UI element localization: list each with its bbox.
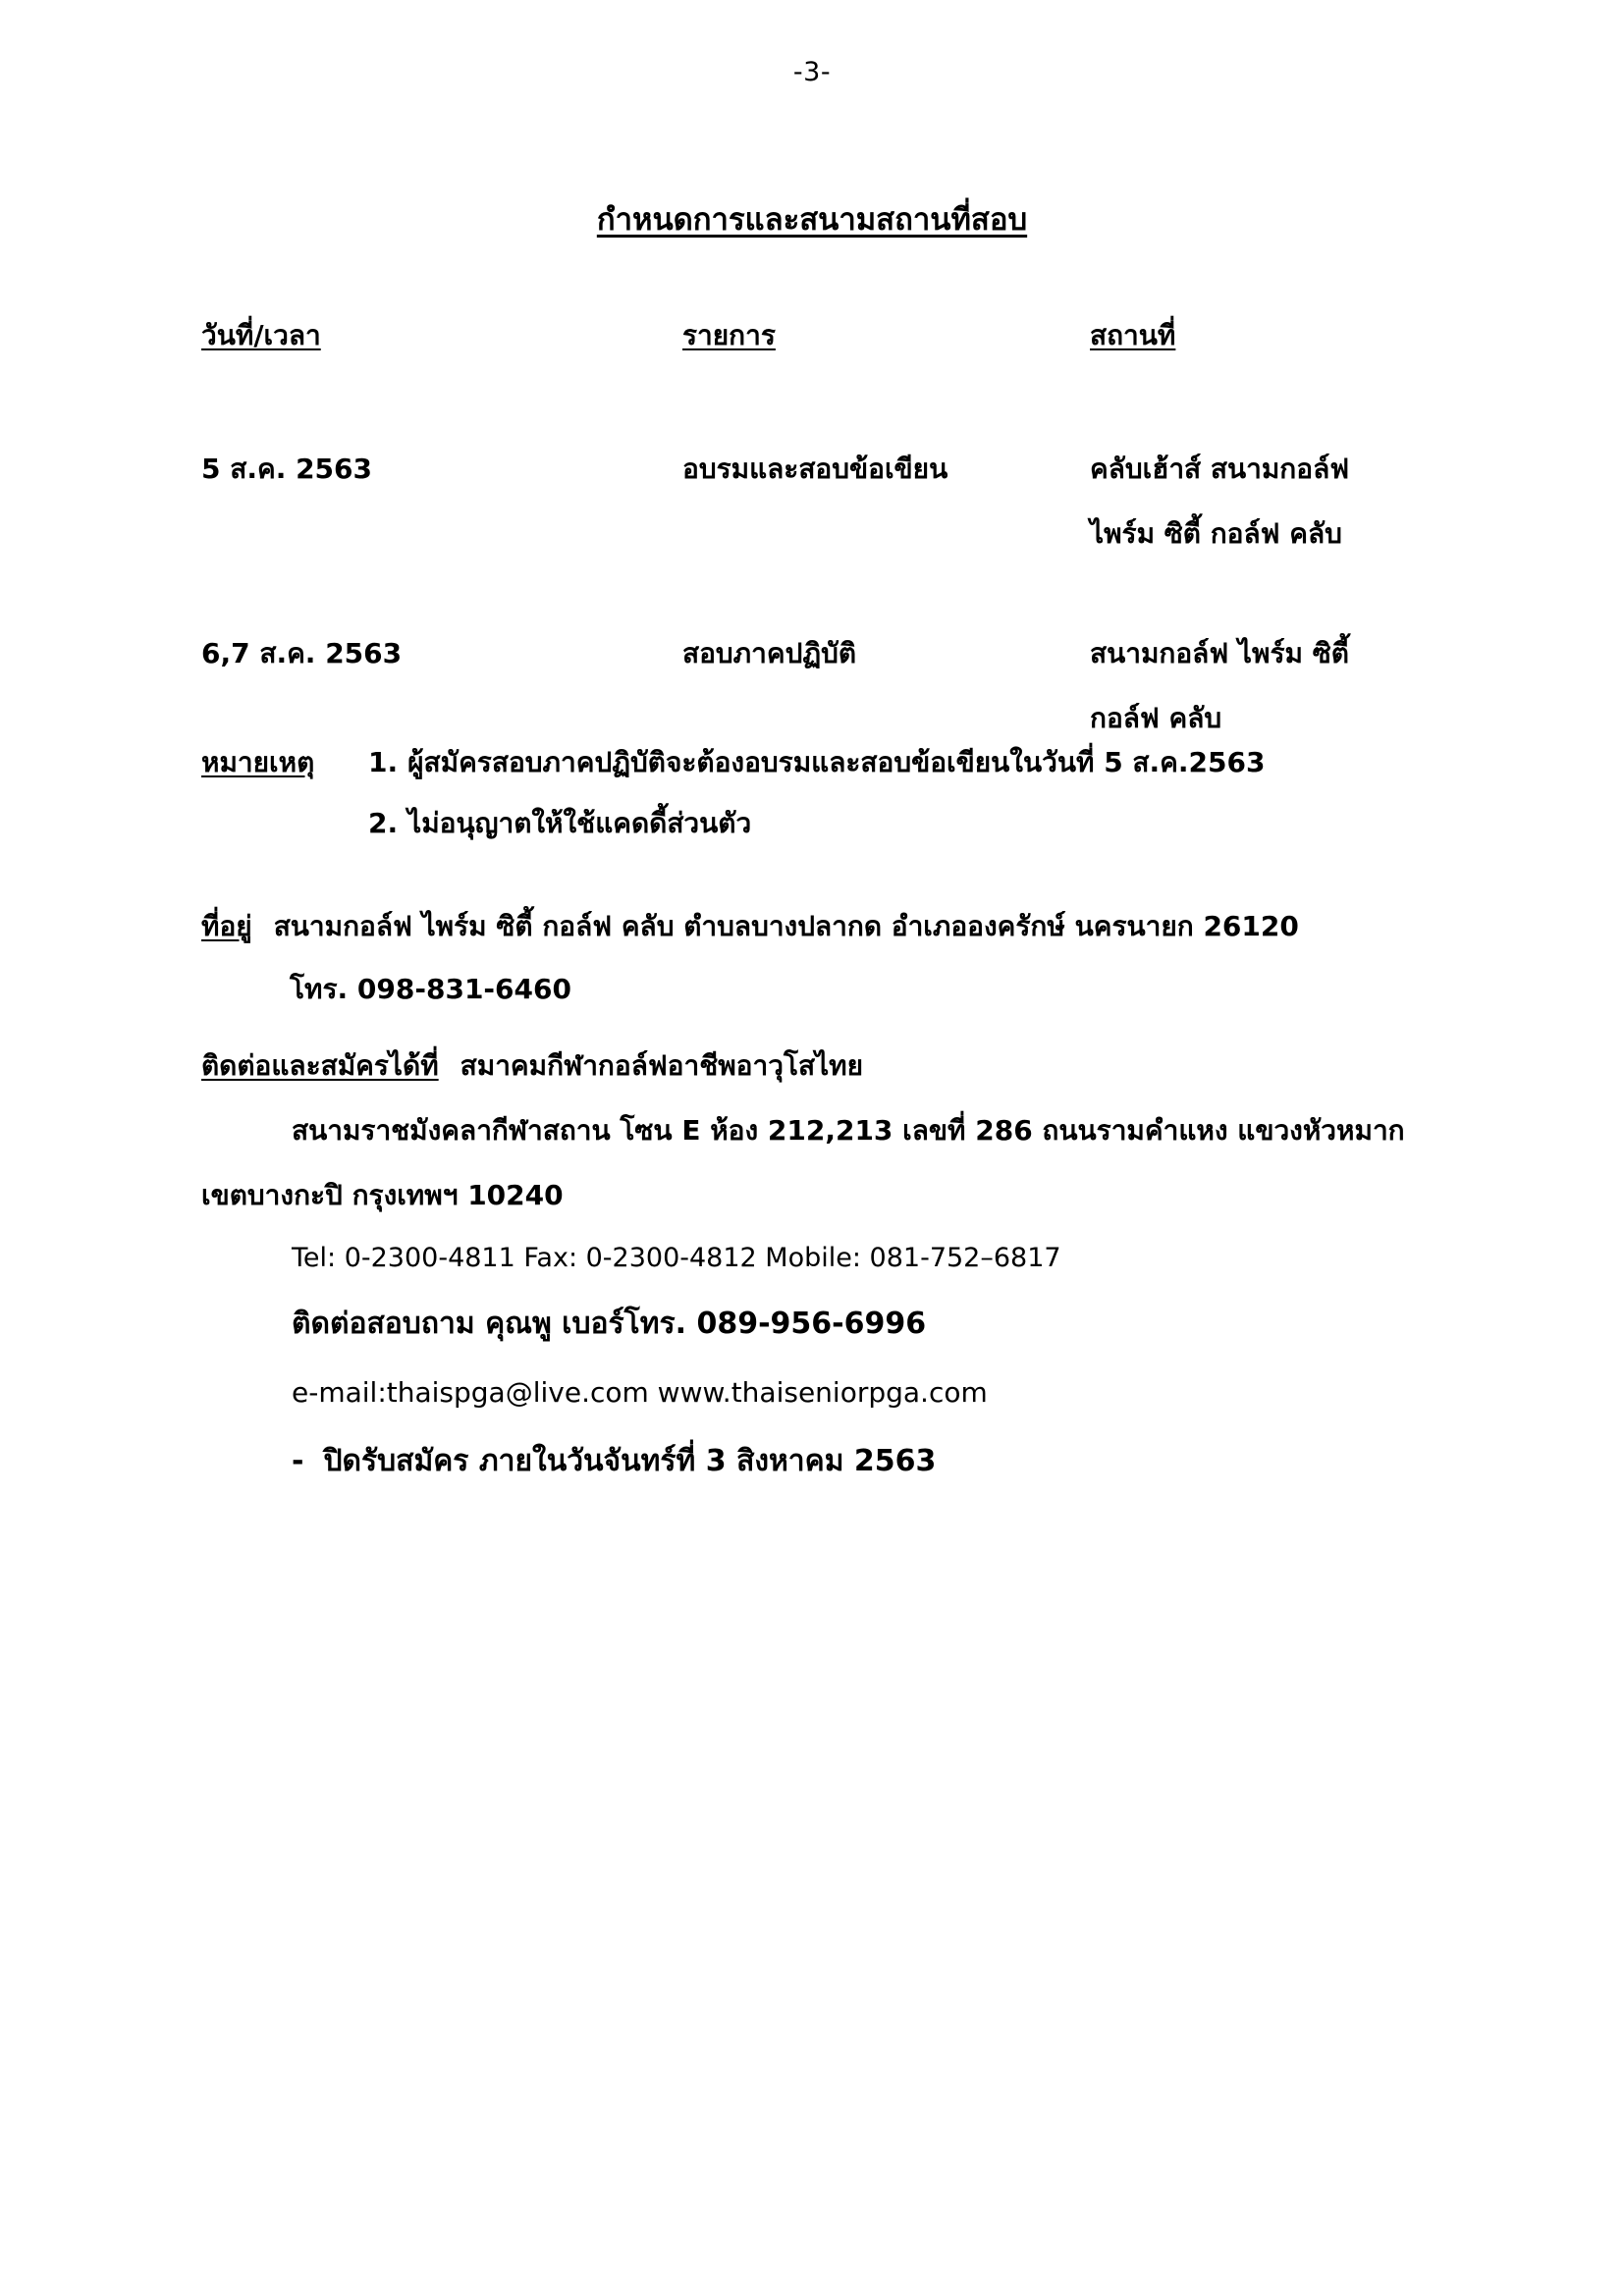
page-number: -3- [792,57,832,87]
table-header-row [201,314,1468,357]
application-deadline [292,1438,1517,1484]
row-item: สอบภาคปฏิบัติ [682,637,857,669]
note-item [368,802,1478,845]
row-venue-line1: คลับเฮ้าส์ สนามกอล์ฟ [1090,453,1350,485]
column-header-date-text: วันที่/เวลา [201,319,321,351]
row-venue [1090,632,1468,740]
row-venue-line2: กอล์ฟ คลับ [1090,702,1222,734]
contact-address-line2: เขตบางกะปิ กรุงเทพฯ 10240 [201,1179,564,1211]
notes-section [201,741,1478,863]
notes-list [368,741,1478,863]
notes-label: หมายเหตุ [201,746,315,778]
row-venue-line1: สนามกอล์ฟ ไพร์ม ซิตี้ [1090,637,1349,669]
contact-label: ติดต่อและสมัครได้ที่ [201,1049,439,1082]
note-number: 2. [368,807,399,839]
page-title-text: กำหนดการและสนามสถานที่สอบ [596,202,1028,238]
contact-organization: สมาคมกีฬากอล์ฟอาชีพอาวุโสไทย [460,1049,864,1082]
page-title [0,194,1624,243]
deadline-dash: - [292,1444,304,1478]
contact-address-line1: สนามราชมังคลากีฬาสถาน โซน E ห้อง 212,213 เลขที่ 286 ถนนรามคำแหง แขวงหัวหมาก [292,1114,1405,1147]
row-date: 6,7 ส.ค. 2563 [201,637,403,669]
contact-section [201,1044,1517,1484]
address-section [201,905,1497,1011]
table-row [201,448,1468,556]
address-phone: โทร. 098-831-6460 [290,973,571,1005]
address-text: สนามกอล์ฟ ไพร์ม ซิตี้ กอล์ฟ คลับ ตำบลบางปลากด อำเภอองครักษ์ นครนายก 26120 [273,910,1299,942]
deadline-text: ปิดรับสมัคร ภายในวันจันทร์ที่ 3 สิงหาคม 2563 [323,1444,937,1478]
note-item [368,741,1478,784]
column-header-venue-text: สถานที่ [1090,319,1176,351]
column-header-item-text: รายการ [682,319,776,351]
address-label: ที่อยู่ [201,910,252,942]
contact-email-website[interactable]: e-mail:thaispga@live.com www.thaiseniorpga.com [292,1376,988,1409]
contact-person: ติดต่อสอบถาม คุณพู เบอร์โทร. 089-956-6996 [292,1307,927,1341]
column-header-item [682,314,1090,357]
column-header-date [201,314,682,357]
column-header-venue [1090,314,1468,357]
note-text: ไม่อนุญาตให้ใช้แคดดี้ส่วนตัว [407,807,752,839]
contact-header-row [201,1044,1517,1088]
row-venue [1090,448,1468,556]
row-date: 5 ส.ค. 2563 [201,453,373,485]
table-row [201,632,1468,740]
address-row [201,905,1497,948]
note-number: 1. [368,746,399,778]
contact-telephones: Tel: 0-2300-4811 Fax: 0-2300-4812 Mobile: 081-752–6817 [292,1243,1061,1273]
notes-row [201,741,1478,863]
row-item: อบรมและสอบข้อเขียน [682,453,948,485]
row-venue-line2: ไพร์ม ซิตี้ กอล์ฟ คลับ [1090,517,1342,550]
note-text: ผู้สมัครสอบภาคปฏิบัติจะต้องอบรมและสอบข้อเขียนในวันที่ 5 ส.ค.2563 [407,746,1266,778]
